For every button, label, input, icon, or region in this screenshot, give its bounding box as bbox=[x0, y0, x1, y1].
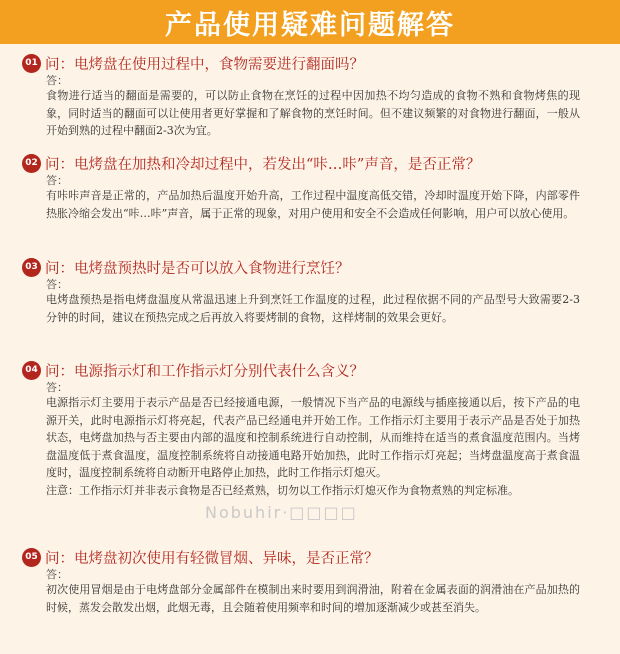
watermark: Nobuhir·□□□□ bbox=[205, 503, 358, 522]
answer-label: 答： bbox=[46, 74, 68, 87]
answer-label: 答： bbox=[46, 568, 68, 581]
answer-text: 初次使用冒烟是由于电烤盘部分金属部件在模制出来时要用到润滑油，附着在金属表面的润滑油在产品加热的时候，蒸发会散发出烟，此烟无毒，且会随着使用频率和时间的增加逐渐减少或甚至消失。 bbox=[46, 583, 580, 614]
faq-item-3 bbox=[0, 256, 620, 326]
answer-text: 电烤盘预热是指电烤盘温度从常温迅速上升到烹饪工作温度的过程，此过程依据不同的产品型号大致需要2-3分钟的时间，建议在预热完成之后再放入将要烤制的食物，这样烤制的效果会更好。 bbox=[46, 293, 580, 324]
answer-text: 有咔咔声音是正常的，产品加热后温度开始升高，工作过程中温度高低交错，冷却时温度开始下降，内部零件热胀冷缩会发出“咔…咔”声音，属于正常的现象，对用户使用和安全不会造成任何影响，用户可以放心使用。 bbox=[46, 189, 580, 220]
question-text: 问：电烤盘在使用过程中，食物需要进行翻面吗？ bbox=[45, 56, 364, 73]
faq-item-4 bbox=[0, 359, 620, 499]
number-badge-icon: 04 bbox=[22, 361, 41, 380]
question-text: 问：电源指示灯和工作指示灯分别代表什么含义？ bbox=[45, 363, 364, 380]
answer-label: 答： bbox=[46, 278, 68, 291]
question-text: 问：电烤盘初次使用有轻微冒烟、异味，是否正常？ bbox=[45, 550, 379, 567]
number-badge-icon: 05 bbox=[22, 548, 41, 567]
title-banner bbox=[0, 0, 620, 44]
number-badge-icon: 02 bbox=[22, 154, 41, 173]
answer-label: 答： bbox=[46, 174, 68, 187]
question-text: 问：电烤盘预热时是否可以放入食物进行烹饪？ bbox=[45, 260, 350, 277]
answer-text: 食物进行适当的翻面是需要的，可以防止食物在烹饪的过程中因加热不均匀造成的食物不熟和食物烤焦的现象，同时适当的翻面可以让使用者更好掌握和了解食物的烹饪时间。但不建议频繁的对食物进行翻面，一般从开始到熟的过程中翻面2-3次为宜。 bbox=[46, 89, 580, 137]
number-badge-icon: 03 bbox=[22, 258, 41, 277]
note-text: 注意：工作指示灯并非表示食物是否已经煮熟，切勿以工作指示灯熄灭作为食物煮熟的判定标准。 bbox=[46, 483, 519, 497]
answer-text: 电源指示灯主要用于表示产品是否已经接通电源，一般情况下当产品的电源线与插座接通以后，按下产品的电源开关，此时电源指示灯将亮起，代表产品已经通电并开始工作。工作指示灯主要用于表示产品是否处于加热状态，电烤盘加热与否主要由内部的温度和控制系统进行自动控制，从而维持在适当的煮食温度范围内。当烤盘温度低于煮食温度，温度控制系统将自动接通电路开始加热，此时工作指示灯亮起；当烤盘温度高于煮食温度时，温度控制系统将自动断开电路停止加热，此时工作指示灯熄灭。 bbox=[46, 396, 580, 479]
faq-item-5 bbox=[0, 546, 620, 616]
number-badge-icon: 01 bbox=[22, 54, 41, 73]
faq-item-2 bbox=[0, 152, 620, 222]
answer-label: 答： bbox=[46, 381, 68, 394]
page-title: 产品使用疑难问题解答 bbox=[165, 9, 455, 41]
question-text: 问：电烤盘在加热和冷却过程中，若发出“咔…咔”声音，是否正常？ bbox=[45, 156, 481, 173]
faq-item-1 bbox=[0, 52, 620, 140]
